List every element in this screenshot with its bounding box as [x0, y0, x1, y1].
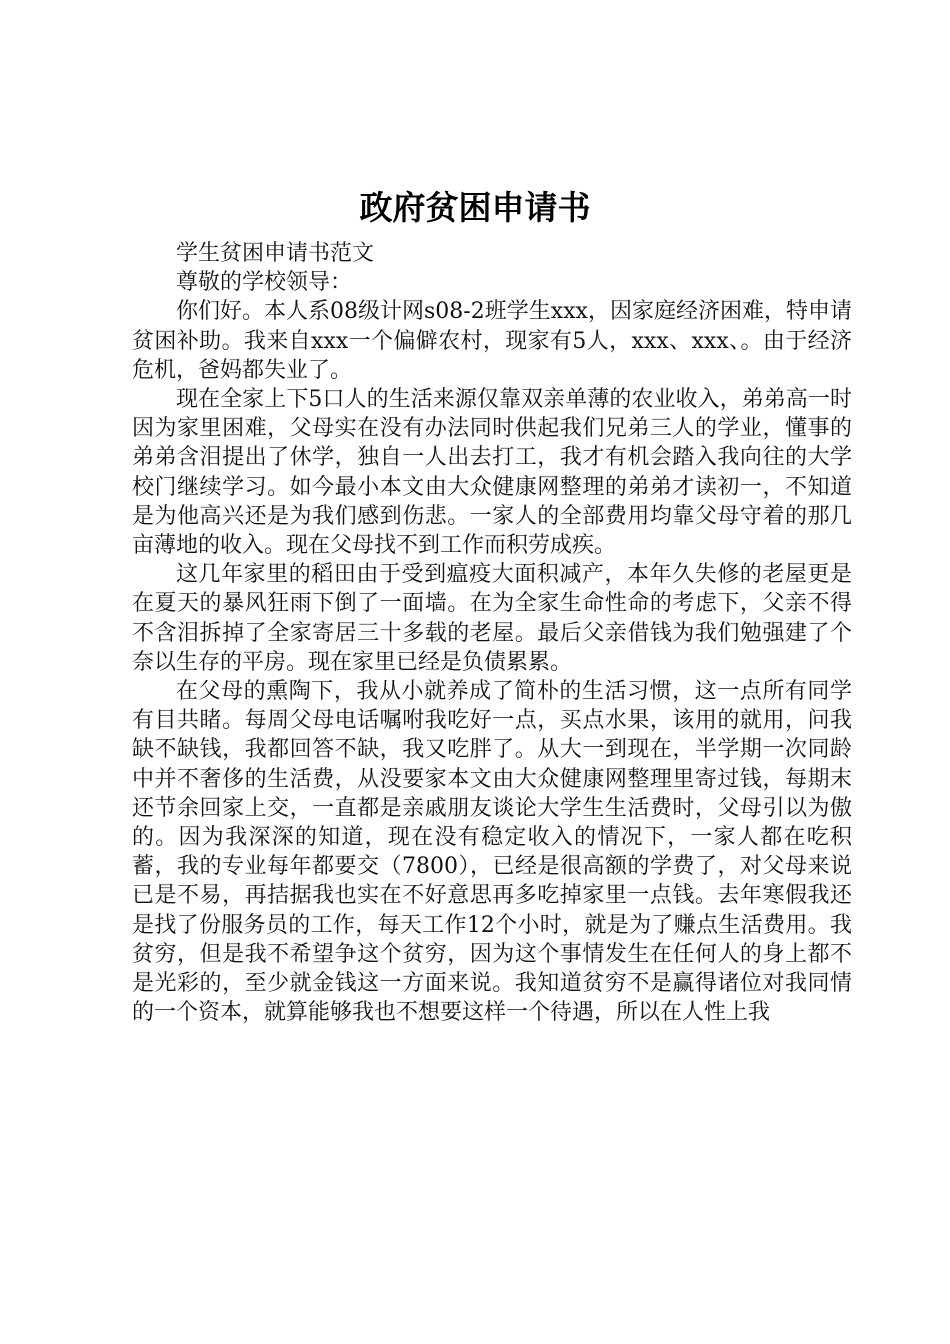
body-paragraph: 在父母的熏陶下，我从小就养成了简朴的生活习惯，这一点所有同学有目共睹。每周父母电话嘱咐我吃好一点，买点水果，该用的就用，问我缺不缺钱，我都回答不缺，我又吃胖了。从大一到现在，半学期一次同龄中并不奢侈的生活费，从没要家本文由大众健康网整理里寄过钱，每期末还节余回家上交，一直都是亲戚朋友谈论大学生生活费时，父母引以为傲的。因为我深深的知道，现在没有稳定收入的情况下，一家人都在吃积蓄，我的专业每年都要交（7800），已经是很高额的学费了，对父母来说已是不易，再拮据我也实在不好意思再多吃掉家里一点钱。去年寒假我还是找了份服务员的工作，每天工作12个小时，就是为了赚点生活费用。我贫穷，但是我不希望争这个贫穷，因为这个事情发生在任何人的身上都不是光彩的，至少就金钱这一方面来说。我知道贫穷不是赢得诸位对我同情的一个资本，就算能够我也不想要这样一个待遇，所以在人性上我 [132, 679, 852, 1026]
document-title: 政府贫困申请书 [359, 188, 591, 227]
body-paragraph: 现在全家上下5口人的生活来源仅靠双亲单薄的农业收入，弟弟高一时因为家里困难，父母实在没有办法同时供起我们兄弟三人的学业，懂事的弟弟含泪提出了休学，独自一人出去打工，我才有机会踏入我向往的大学校门继续学习。如今最小本文由大众健康网整理的弟弟才读初一，不知道是为他高兴还是为我们感到伤悲。一家人的全部费用均靠父母守着的那几亩薄地的收入。现在父母找不到工作而积劳成疾。 [132, 387, 852, 559]
salutation-paragraph: 尊敬的学校领导： [176, 270, 353, 296]
body-paragraph: 这几年家里的稻田由于受到瘟疫大面积减产，本年久失修的老屋更是在夏天的暴风狂雨下倒了一面墙。在为全家生命性命的考虑下，父亲不得不含泪拆掉了全家寄居三十多载的老屋。最后父亲借钱为我们勉强建了个奈以生存的平房。现在家里已经是负债累累。 [132, 562, 852, 675]
document-body [132, 239, 852, 1027]
subtitle-paragraph: 学生贫困申请书范文 [176, 241, 375, 266]
body-paragraph: 你们好。本人系08级计网s08-2班学生xxx，因家庭经济困难，特申请贫困补助。我来自xxx一个偏僻农村，现家有5人，xxx、xxx、。由于经济危机，爸妈都失业了。 [132, 299, 852, 383]
